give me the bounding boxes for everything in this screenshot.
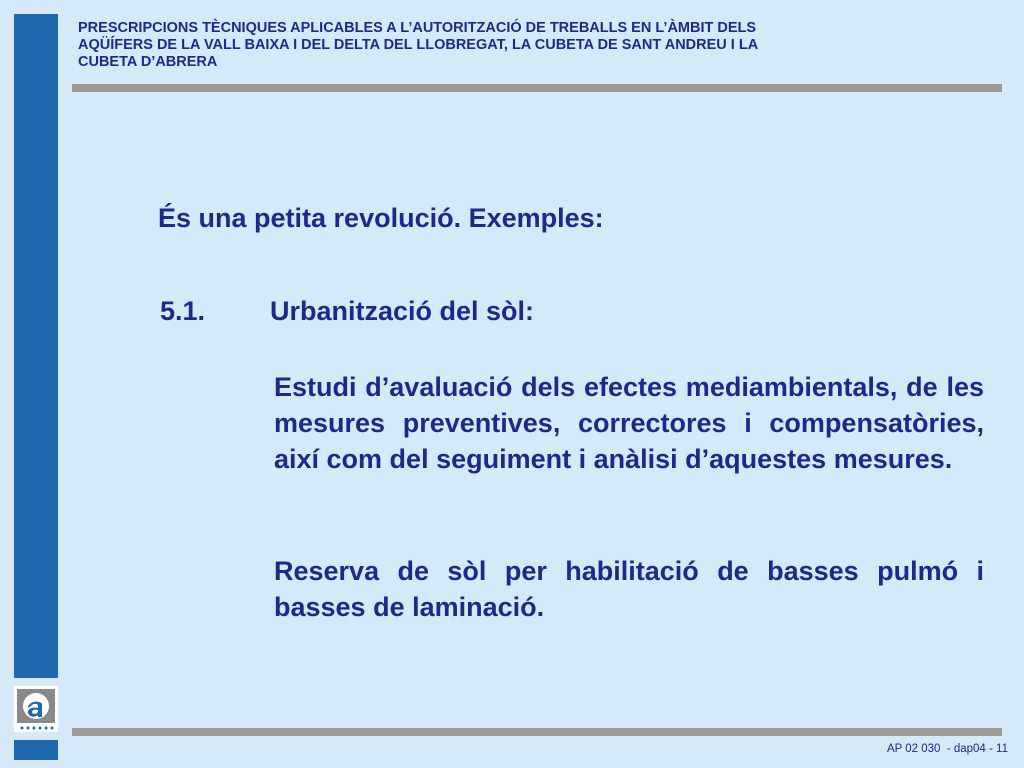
slide-reference: AP 02 030 - dap04 - 11 xyxy=(886,743,1008,755)
document-header-title xyxy=(78,20,958,71)
body-paragraph: Reserva de sòl per habilitació de basses pulmó i basses de laminació. xyxy=(274,556,984,622)
bottom-strip xyxy=(14,740,58,760)
header-divider xyxy=(72,84,1002,92)
body-paragraph: Estudi d’avaluació dels efectes mediambientals, de les mesures preventives, correctores i compensatòries, així com del seguiment i anàlisi d’aquestes mesures. xyxy=(274,372,984,474)
header-title-line: AQÜÍFERS DE LA VALL BAIXA I DEL DELTA DEL LLOBREGAT, LA CUBETA DE SANT ANDREU I LA xyxy=(78,37,759,53)
side-bar xyxy=(14,14,58,678)
footer-divider xyxy=(72,728,1002,736)
agency-logo-icon xyxy=(14,686,58,732)
header-title-line: PRESCRIPCIONS TÈCNIQUES APLICABLES A L’AUTORITZACIÓ DE TREBALLS EN L’ÀMBIT DELS xyxy=(78,20,757,36)
slide-heading: És una petita revolució. Exemples: xyxy=(158,203,604,233)
section-number: 5.1. xyxy=(160,296,206,326)
section-title: Urbanització del sòl: xyxy=(270,296,535,326)
header-title-line: CUBETA D’ABRERA xyxy=(78,54,218,70)
